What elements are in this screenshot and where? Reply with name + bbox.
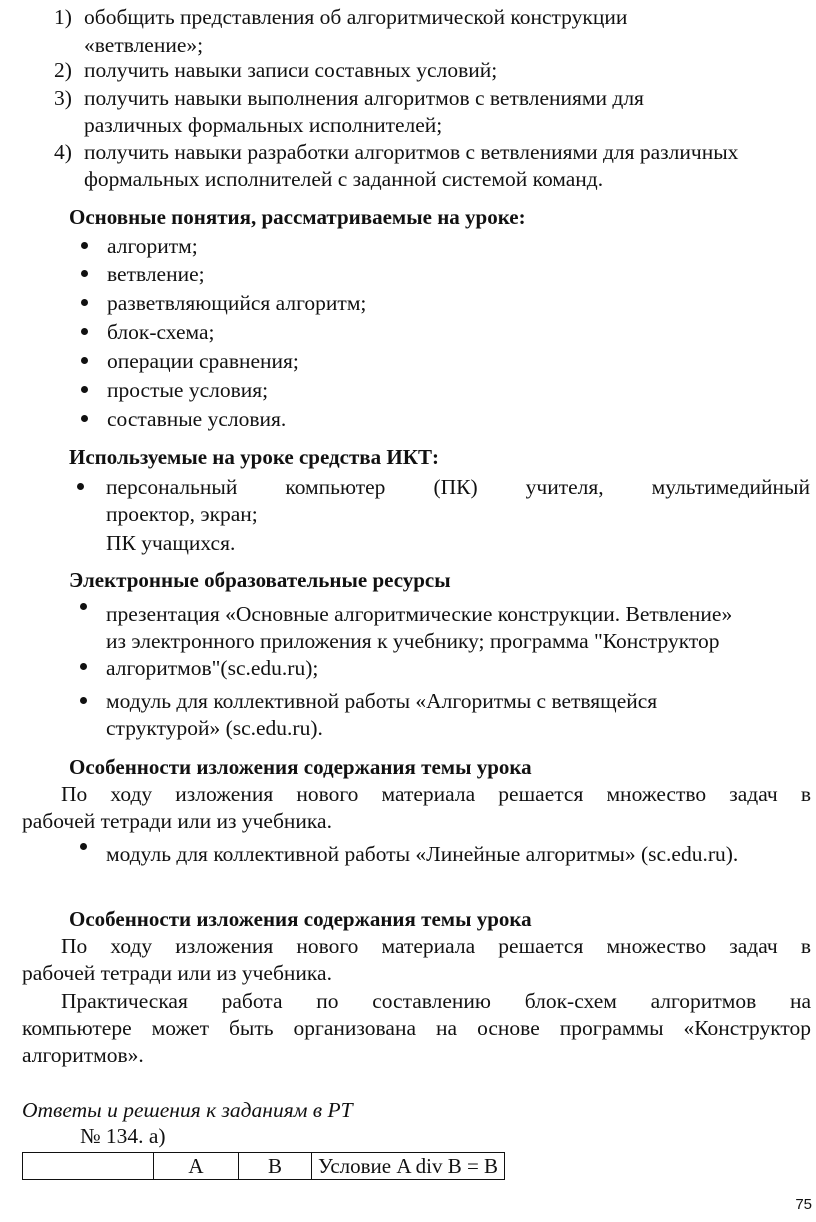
features-heading: Особенности изложения содержания темы урока xyxy=(69,755,532,779)
features-heading: Особенности изложения содержания темы урока xyxy=(69,907,532,931)
features-paragraph-line: алгоритмов». xyxy=(22,1043,144,1067)
table-cell: A xyxy=(154,1153,239,1180)
ikt-line-3: ПК учащихся. xyxy=(106,531,236,555)
resource-text: структурой» (sc.edu.ru). xyxy=(106,716,323,740)
concept-item: алгоритм; xyxy=(107,234,198,258)
answers-heading: Ответы и решения к заданиям в РТ xyxy=(22,1098,353,1122)
concept-item: операции сравнения; xyxy=(107,349,299,373)
ikt-word: (ПК) xyxy=(433,475,478,499)
goal-text: обобщить представления об алгоритмической конструкции xyxy=(84,5,628,29)
ikt-heading: Используемые на уроке средства ИКТ: xyxy=(69,445,439,469)
bullet-icon xyxy=(77,483,84,490)
goal-text: формальных исполнителей с заданной системой команд. xyxy=(84,167,604,191)
bullet-icon xyxy=(81,415,88,422)
concept-item: простые условия; xyxy=(107,378,269,402)
concept-item: блок-схема; xyxy=(107,320,215,344)
table-cell xyxy=(23,1153,154,1180)
ikt-word: мультимедийный xyxy=(651,475,810,499)
goal-text: получить навыки разработки алгоритмов с ветвлениями для различных xyxy=(84,140,739,164)
goal-text: различных формальных исполнителей; xyxy=(84,113,443,137)
goal-text: получить навыки записи составных условий; xyxy=(84,58,498,82)
ikt-word: компьютер xyxy=(285,475,386,499)
goal-text: «ветвление»; xyxy=(84,33,204,57)
bullet-icon xyxy=(81,270,88,277)
goal-number: 1) xyxy=(54,5,72,29)
features-paragraph-line: рабочей тетради или из учебника. xyxy=(22,809,332,833)
bullet-icon xyxy=(80,697,87,704)
goal-number: 3) xyxy=(54,86,72,110)
concept-item: разветвляющийся алгоритм; xyxy=(107,291,367,315)
bullet-icon xyxy=(80,843,87,850)
resource-text: модуль для коллективной работы «Алгоритмы с ветвящейся xyxy=(106,689,658,713)
features-paragraph-line: По ходу изложения нового материала решается множество задач в xyxy=(61,934,811,958)
page-number: 75 xyxy=(795,1196,812,1213)
ikt-word: персональный xyxy=(106,475,238,499)
bullet-icon xyxy=(80,663,87,670)
concepts-heading: Основные понятия, рассматриваемые на уроке: xyxy=(69,205,526,229)
answer-table xyxy=(22,1152,505,1180)
table-cell: Условие A div B = B xyxy=(312,1153,505,1180)
goal-number: 2) xyxy=(54,58,72,82)
ikt-line-1 xyxy=(106,474,810,500)
bullet-icon xyxy=(80,603,87,610)
concept-item: ветвление; xyxy=(107,262,205,286)
table-cell: B xyxy=(239,1153,312,1180)
bullet-icon xyxy=(81,328,88,335)
resource-text: из электронного приложения к учебнику; программа "Конструктор xyxy=(106,629,720,653)
table-row xyxy=(23,1153,505,1180)
features-paragraph-line: Практическая работа по составлению блок-схем алгоритмов на xyxy=(61,989,811,1013)
goal-text: получить навыки выполнения алгоритмов с ветвлениями для xyxy=(84,86,644,110)
bullet-icon xyxy=(81,386,88,393)
bullet-icon xyxy=(81,299,88,306)
features-paragraph-line: рабочей тетради или из учебника. xyxy=(22,961,332,985)
resources-heading: Электронные образовательные ресурсы xyxy=(69,568,451,592)
bullet-icon xyxy=(81,357,88,364)
task-number: № 134. а) xyxy=(80,1124,166,1148)
ikt-line-2: проектор, экран; xyxy=(106,502,258,526)
features-paragraph-line: компьютере может быть организована на основе программы «Конструктор xyxy=(22,1016,811,1040)
features-paragraph-line: По ходу изложения нового материала решается множество задач в xyxy=(61,782,811,806)
concept-item: составные условия. xyxy=(107,407,287,431)
resource-text: алгоритмов"(sc.edu.ru); xyxy=(106,656,319,680)
resource-text: презентация «Основные алгоритмические конструкции. Ветвление» xyxy=(106,602,733,626)
goal-number: 4) xyxy=(54,140,72,164)
bullet-icon xyxy=(81,242,88,249)
ikt-word: учителя, xyxy=(525,475,604,499)
features-bullet-text: модуль для коллективной работы «Линейные алгоритмы» (sc.edu.ru). xyxy=(106,842,739,866)
